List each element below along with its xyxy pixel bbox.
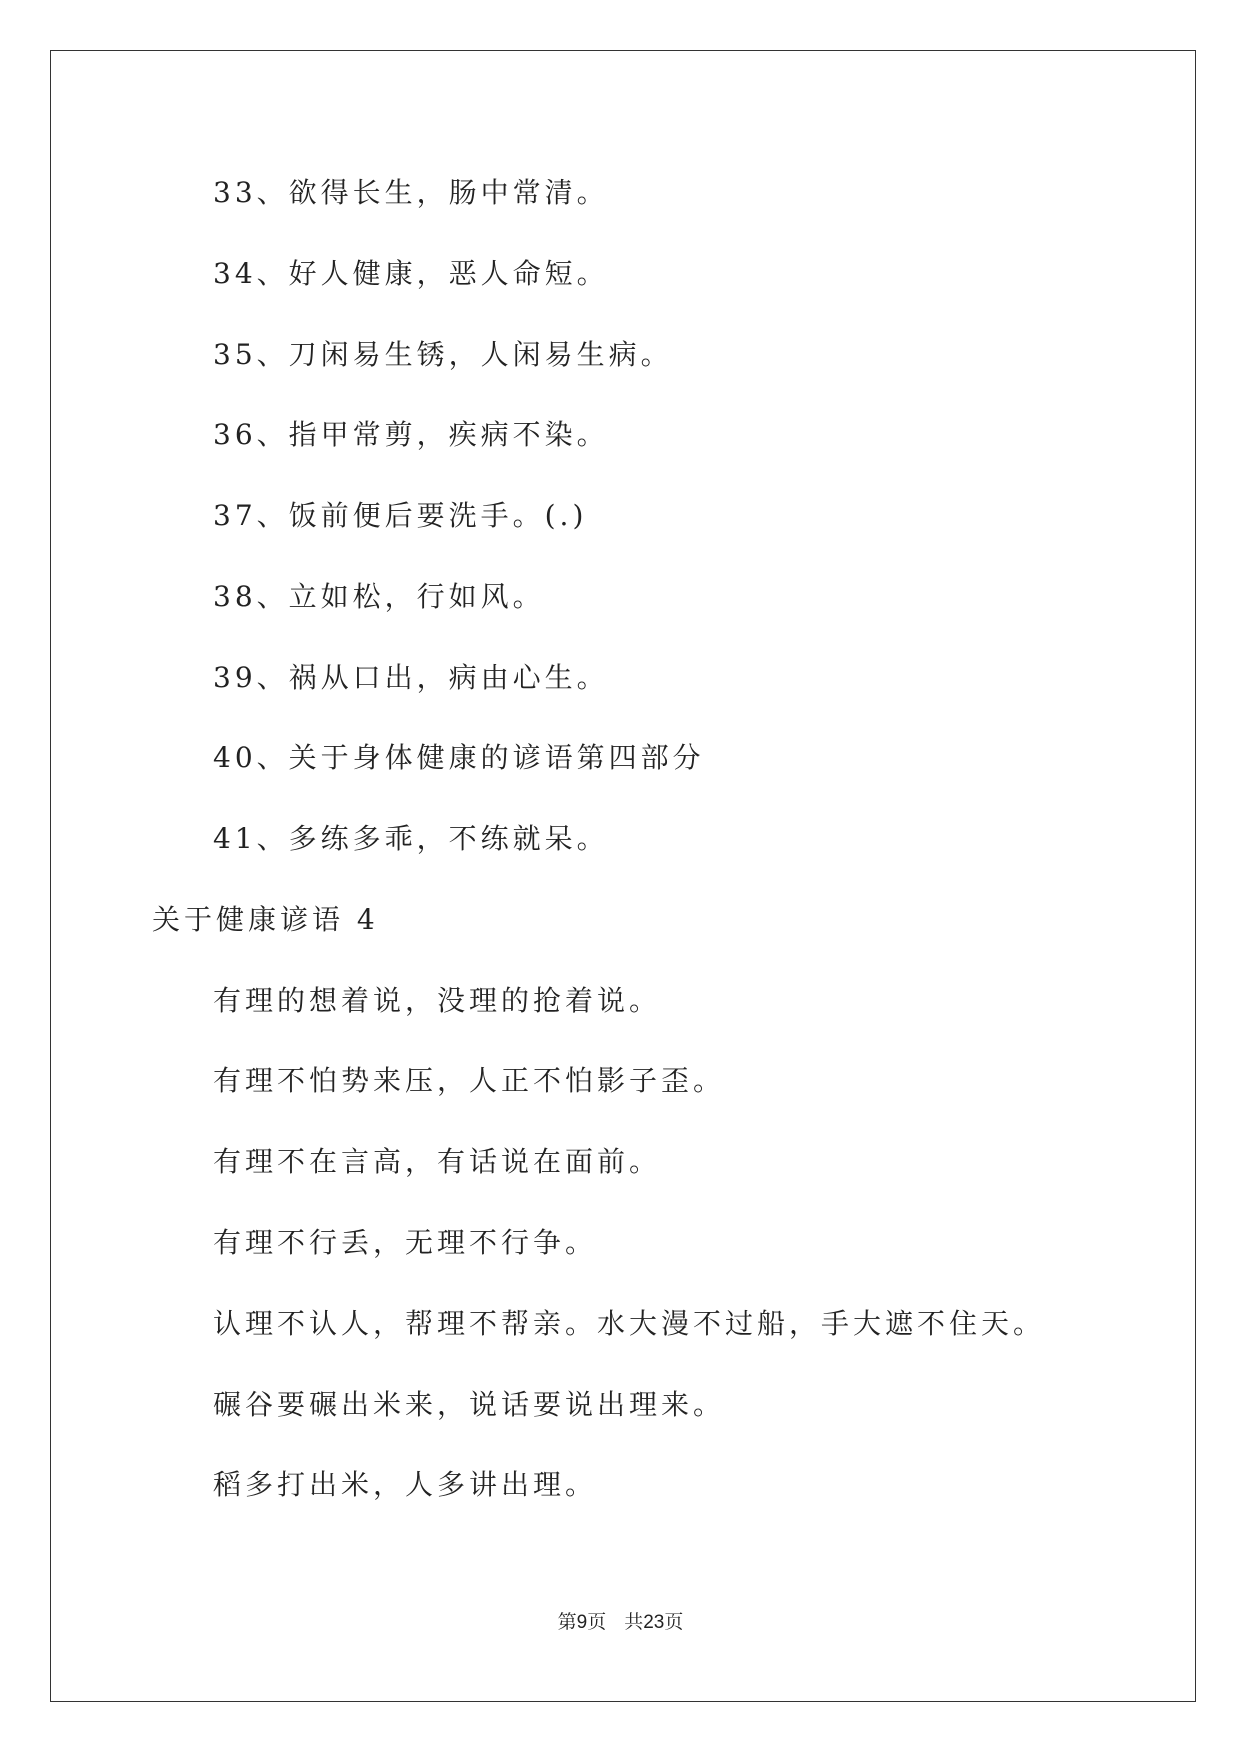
proverb-line: 有理不行丢，无理不行争。 (213, 1226, 598, 1259)
page-prefix: 第 (557, 1611, 577, 1633)
proverb-line: 38、立如松，行如风。 (213, 580, 545, 613)
proverb-line: 有理的想着说，没理的抢着说。 (213, 984, 662, 1017)
proverb-line: 36、指甲常剪，疾病不染。 (213, 418, 609, 451)
proverb-line: 33、欲得长生，肠中常清。 (213, 176, 609, 209)
proverb-line: 认理不认人，帮理不帮亲。水大漫不过船，手大遮不住天。 (213, 1307, 1046, 1340)
proverb-line: 34、好人健康，恶人命短。 (213, 257, 609, 290)
page-border (50, 50, 1196, 1702)
proverb-line: 碾谷要碾出米来，说话要说出理来。 (213, 1388, 726, 1421)
section-heading: 关于健康谚语 4 (152, 903, 379, 936)
proverb-line: 41、多练多乖，不练就呆。 (213, 822, 609, 855)
proverb-line: 稻多打出米，人多讲出理。 (213, 1468, 598, 1501)
proverb-line: 39、祸从口出，病由心生。 (213, 661, 609, 694)
proverb-line: 37、饭前便后要洗手。(.) (213, 499, 588, 532)
total-suffix: 页 (664, 1611, 684, 1633)
page-suffix: 页 (587, 1611, 607, 1633)
proverb-line: 有理不怕势来压，人正不怕影子歪。 (213, 1064, 726, 1097)
page-footer (0, 1610, 1241, 1635)
page-number: 9 (576, 1612, 588, 1633)
proverb-line: 40、关于身体健康的谚语第四部分 (213, 741, 705, 774)
total-pages: 23 (643, 1612, 665, 1633)
proverb-line: 35、刀闲易生锈，人闲易生病。 (213, 338, 673, 371)
proverb-line: 有理不在言高，有话说在面前。 (213, 1145, 662, 1178)
total-prefix: 共 (624, 1611, 644, 1633)
